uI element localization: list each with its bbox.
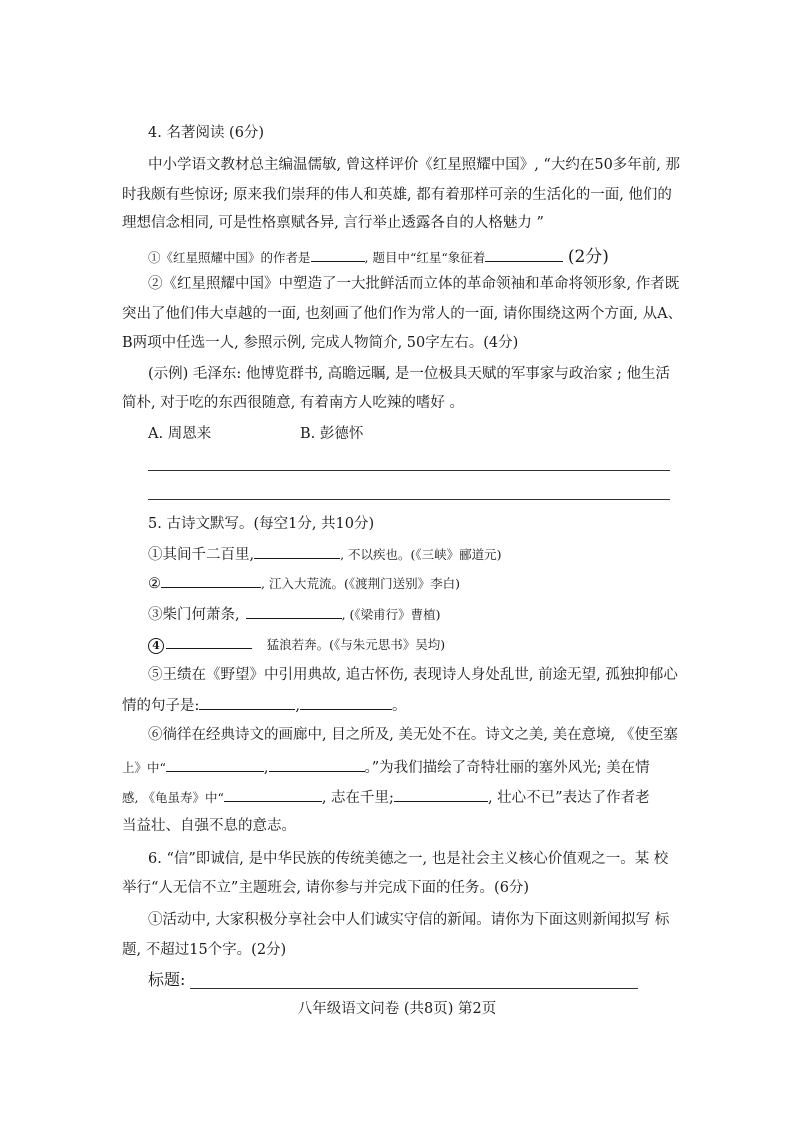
q5-item6-comma: ,: [263, 760, 269, 776]
title-answer-line[interactable]: [190, 988, 638, 989]
q5-item5-blank2[interactable]: [300, 694, 392, 710]
option-a: A. 周恩来: [148, 426, 212, 442]
q5-item6-prefix: 上》中“: [122, 760, 166, 775]
author-answer-blank[interactable]: [311, 246, 365, 262]
q4-example-line1: (示例) 毛泽东: 他博览群书, 高瞻远瞩, 是一位极具天赋的军事家与政治家 ; 他生活: [148, 366, 670, 382]
q5-item6-blank4[interactable]: [394, 786, 488, 802]
q5-item5-line1: ⑤王绩在《野望》中引用典故, 追古怀伤, 表现诗人身处乱世, 前途无望, 孤独抑郁心: [148, 667, 678, 683]
q5-item6-line1: ⑥徜徉在经典诗文的画廊中, 目之所及, 美无处不在。诗文之美, 美在意境, 《使至塞: [148, 727, 678, 743]
q5-item6-l3-suffix: , 壮心不已”表达了作者老: [487, 790, 650, 806]
q5-item3-suffix: , (《梁甫行》曹植): [341, 607, 441, 622]
q5-item1: [148, 543, 502, 565]
q5-item6-suffix: 。”为我们描绘了奇特壮丽的塞外风光; 美在情: [364, 760, 650, 776]
page-footer: 八年级语文问卷 (共8页) 第2页: [297, 1001, 497, 1017]
q4-intro-line3: 理想信念相同, 可是性格禀赋各异, 言行举止透露各自的人格魅力 ”: [122, 215, 544, 231]
q5-item6-line4: 当益壮、自强不息的意志。: [122, 818, 296, 834]
q5-item6-line2: [122, 756, 650, 778]
q4-heading: 4. 名著阅读 (6分): [148, 125, 265, 141]
q5-item5-period: 。: [392, 698, 407, 714]
q4-item2-line2: 突出了他们伟大卓越的一面, 也刻画了他们作为常人的一面, 请你围绕这两个方面, 从A、: [122, 306, 683, 322]
q5-item5-prompt: 情的句子是:: [122, 698, 200, 714]
q5-item3-blank[interactable]: [246, 603, 342, 619]
q5-item5-blank1[interactable]: [199, 694, 295, 710]
q4-intro-line2: 时我颇有些惊讶; 原来我们崇拜的伟人和英雄, 都有着那样可亲的生活化的一面, 他们的: [122, 187, 672, 203]
q5-item6-l3-mid: , 志在千里;: [321, 790, 394, 806]
q5-item2: [148, 572, 460, 594]
q5-item4-num: 4: [148, 638, 164, 654]
q5-item4: [148, 633, 445, 655]
q4-example-line2: 简朴, 对于吃的东西很随意, 有着南方人吃辣的嗜好 。: [122, 395, 465, 411]
q5-item5-line2: [122, 694, 407, 716]
q5-item5-comma: ,: [295, 698, 300, 714]
q5-item4-suffix: 猛浪若奔。(《与朱元思书》吴均): [266, 637, 446, 652]
q5-item2-num: ②: [148, 576, 161, 592]
q5-item6-blank1[interactable]: [166, 756, 264, 772]
q4-item1: [148, 246, 609, 268]
option-b: B. 彭德怀: [300, 426, 364, 442]
q5-item3: [148, 603, 441, 625]
q5-item4-blank[interactable]: [166, 633, 252, 649]
q5-item6-line3: [122, 786, 650, 808]
q5-item1-blank[interactable]: [254, 543, 340, 559]
q5-item2-blank[interactable]: [161, 572, 261, 588]
symbol-answer-blank[interactable]: [485, 246, 563, 262]
q5-item6-l3-prefix: 感, 《龟虽寿》中“: [122, 790, 224, 805]
q5-item6-blank2[interactable]: [269, 756, 365, 772]
title-label: 标题:: [148, 970, 186, 989]
q5-item1-prompt: ①其间千二百里,: [148, 547, 255, 563]
q6-line2: 举行“人无信不立”主题班会, 请你参与并完成下面的任务。(6分): [122, 880, 530, 896]
answer-line-1[interactable]: [148, 470, 670, 471]
q6-line1: 6. “信”即诚信, 是中华民族的传统美德之一, 也是社会主义核心价值观之一。某 校: [148, 851, 669, 867]
q4-item2-line3: B两项中任选一人, 参照示例, 完成人物简介, 50字左右。(4分): [122, 335, 519, 351]
q4-item1-prompt: ①《红星照耀中国》的作者是: [148, 250, 311, 265]
q4-item1-score: (2分): [567, 247, 609, 267]
answer-line-2[interactable]: [148, 499, 670, 500]
q5-item1-suffix: , 不以疾也。(《三峡》郦道元): [340, 547, 502, 562]
q6-item1-line2: 题, 不超过15个字。(2分): [122, 942, 287, 958]
q5-item2-suffix: , 江入大荒流。(《渡荆门送别》李白): [261, 576, 460, 591]
q5-item6-blank3[interactable]: [224, 786, 322, 802]
q4-intro-line1: 中小学语文教材总主编温儒敏, 曾这样评价《红星照耀中国》, “大约在50多年前, 那: [148, 157, 681, 173]
q4-item2-line1: ②《红星照耀中国》中塑造了一大批鲜活而立体的革命领袖和革命将领形象, 作者既: [148, 276, 680, 292]
q5-heading: 5. 古诗文默写。(每空1分, 共10分): [148, 516, 375, 532]
q6-item1-line1: ①活动中, 大家积极分享社会中人们诚实守信的新闻。请你为下面这则新闻拟写 标: [148, 912, 670, 928]
q5-item3-prompt: ③柴门何萧条,: [148, 607, 240, 623]
q4-item1-prompt2: , 题目中“红星“象征着: [364, 250, 486, 265]
